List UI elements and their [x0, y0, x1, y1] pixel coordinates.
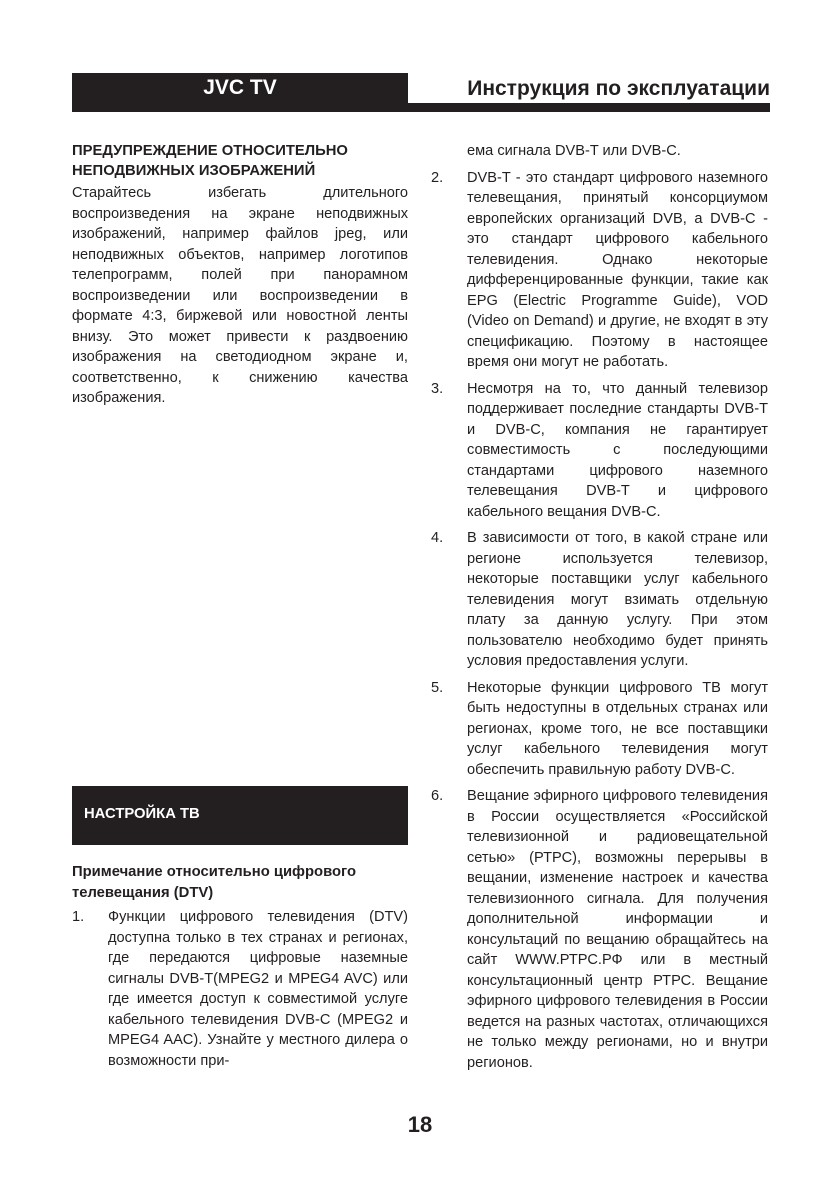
- list-item-number: 1.: [72, 909, 85, 925]
- list-item-continuation: ема сигнала DVB-T или DVB-C.: [467, 143, 681, 159]
- list-item: [431, 168, 768, 373]
- list-item-text: Несмотря на то, что данный телевизор поддерживает последние стандарты DVB-T и DVB-C, компания не гарантирует совместимость с последующими стандартами цифрового наземного телевещания DVB-T и цифрового кабельного вещания DVB-C.: [467, 380, 768, 520]
- list-item-number: 2.: [431, 169, 444, 186]
- list-item-number: 4.: [431, 530, 444, 546]
- list-item-text: Некоторые функции цифрового ТВ могут быть недоступны в отдельных странах или регионах, кроме того, не все поставщики услуг кабельного телевидения могут обеспечить правильную работу DVB-C.: [467, 679, 768, 778]
- header-title: Инструкция по эксплуатации: [467, 77, 770, 100]
- list-item: [431, 786, 768, 1073]
- list-item-number: 6.: [431, 788, 444, 804]
- warning-body: Старайтесь избегать длительного воспроизведения на экране неподвижных изображений, например файлов jpeg, или неподвижных объектов, например логотипов телепрограмм, полей при панорамном воспроизведении или воспроизведении в формате 4:3, биржевой или новостной ленты внизу. Это может привести к раздвоению изображения на светодиодном экране и, соответственно, к снижению качества изображения.: [72, 185, 408, 406]
- list-item: [72, 907, 408, 1071]
- dtv-list-left: [72, 907, 408, 1071]
- list-item: [431, 528, 768, 672]
- list-item-number: 3.: [431, 380, 444, 397]
- section-title: НАСТРОЙКА ТВ: [84, 806, 200, 822]
- list-item-text: DVB-T - это стандарт цифрового наземного телевещания, принятый консорциумом европейских организаций DVB, а DVB-C - это стандарт цифрового кабельного телевидения. Однако некоторые дифференцированные функции, такие как EPG (Electric Programme Guide), VOD (Video on Demand) и другие, не входят в эту спецификацию. Поэтому в настоящее время они могут не работать.: [467, 169, 768, 370]
- header-brand: JVC TV: [203, 76, 277, 99]
- list-item-text: Функции цифрового телевидения (DTV) доступна только в тех странах и регионах, где передаются цифровые наземные сигналы DVB-T(MPEG2 и MPEG4 AVC) или где имеется доступ к совместимой услуге кабельного телевидения DVB-C (MPEG2 и MPEG4 AAC). Узнайте у местного дилера о возможности при-: [108, 909, 408, 1069]
- dtv-subheading: Примечание относительно цифрового телевещания (DTV): [72, 864, 357, 901]
- list-item-number: 5.: [431, 679, 444, 696]
- list-item: [431, 678, 768, 781]
- list-item-text: В зависимости от того, в какой стране или регионе используется телевизор, некоторые поставщики услуг кабельного телевидения могут взимать отдельную плату за данную услугу. При этом пользователю необходимо будет принять условия предоставления услуги.: [467, 530, 768, 669]
- warning-heading: ПРЕДУПРЕЖДЕНИЕ ОТНОСИТЕЛЬНО НЕПОДВИЖНЫХ ИЗОБРАЖЕНИЙ: [72, 143, 348, 179]
- page-number: 18: [407, 1112, 433, 1137]
- dtv-list-right: [431, 141, 768, 1079]
- list-item: [431, 379, 768, 523]
- header-rule: [72, 103, 770, 112]
- list-item-text: Вещание эфирного цифрового телевидения в России осуществляется «Российской телевизионной и радиовещательной сетью» (РТРС), возможны перерывы в вещании, изменение настроек и качества телевизионного сигнала. Для получения дополнительной информации и консультаций по вещанию обращайтесь на сайт WWW.РТРС.РФ или в местный консультационный центр РТРС. Вещание эфирного цифрового телевидения в России ведется на разных частотах, отличающихся не только между регионами, но и внутри регионов.: [467, 788, 768, 1071]
